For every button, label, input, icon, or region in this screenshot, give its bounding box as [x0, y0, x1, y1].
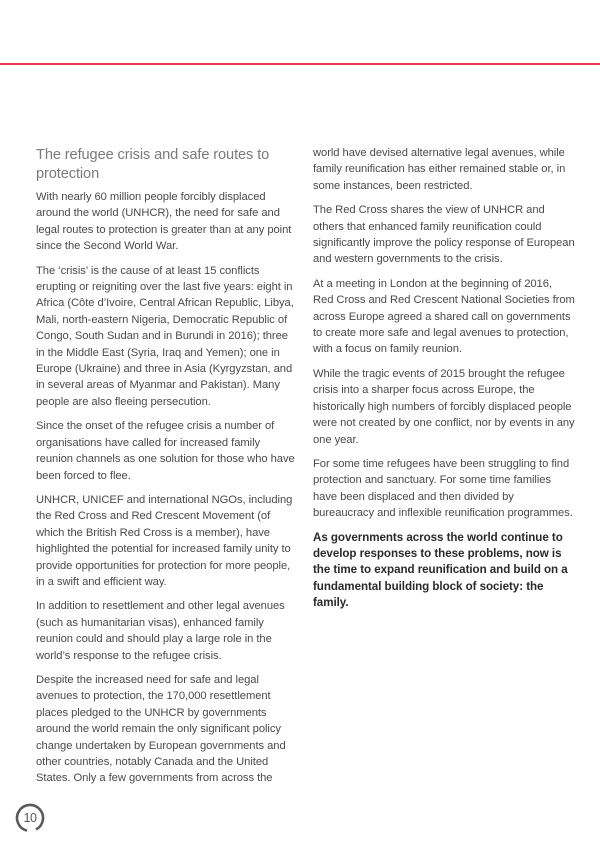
conclusion-statement: As governments across the world continue to develop responses to these problems, now is the time to expand reunification and build on a fundamental building block of society: the family. — [313, 530, 568, 610]
paragraph: At a meeting in London at the beginning of 2016, Red Cross and Red Crescent National Societies from across Europe agreed a shared call on governments to create more safe and legal avenues to protection, with a focus on family reunion. — [313, 277, 575, 356]
paragraph: UNHCR, UNICEF and international NGOs, including the Red Cross and Red Crescent Movement (of which the British Red Cross is a member), have highlighted the potential for increased family unity to provide opportunities for protection for more people, in a swift and efficient way. — [36, 493, 293, 588]
paragraph: The ‘crisis’ is the cause of at least 15 conflicts erupting or reigniting over the last five years: eight in Africa (Côte d’Ivoire, Central African Republic, Libya, Mali, north-eastern Nigeria, Democratic Republic of Congo, South Sudan and in Burundi in 2016); three in the Middle East (Syria, Iraq and Yemen); one in Europe (Ukraine) and three in Asia (Kyrgyzstan, and in several areas of Myanmar and Pakistan). Many people are also fleeing persecution. — [36, 264, 294, 408]
paragraph: world have devised alternative legal avenues, while family reunification has either remained stable or, in some instances, been restricted. — [313, 147, 566, 192]
paragraph: The Red Cross shares the view of UNHCR and others that enhanced family reunification could significantly improve the policy response of European and western governments to the crisis. — [313, 204, 575, 266]
section-heading: The refugee crisis and safe routes to protection — [36, 147, 270, 182]
paragraph: For some time refugees have been struggling to find protection and sanctuary. For some time families have been displaced and then divided by bureaucracy and inflexible reunification programmes. — [313, 457, 573, 520]
header-rule — [0, 63, 600, 65]
paragraph: With nearly 60 million people forcibly displaced around the world (UNHCR), the need for safe and legal routes to protection is greater than at any point since the Second World War. — [36, 191, 292, 253]
paragraph: In addition to resettlement and other legal avenues (such as humanitarian visas), enhanced family reunion could and should play a large role in the world’s response to the refugee crisis. — [36, 600, 285, 662]
right-column — [313, 145, 575, 612]
left-column — [36, 146, 296, 795]
paragraph: Despite the increased need for safe and legal avenues to protection, the 170,000 resettlement places pledged to the UNHCR by governments around the world remain the only significant policy change undertaken by European governments and other countries, notably Canada and the United States. Only a few governments from across the — [36, 673, 286, 785]
paragraph: While the tragic events of 2015 brought the refugee crisis into a sharper focus across Europe, the historically high numbers of forcibly displaced people were not created by one conflict, nor by events in any one year. — [313, 367, 575, 446]
page-number-badge — [15, 803, 45, 833]
paragraph: Since the onset of the refugee crisis a number of organisations have called for increased family reunion channels as one solution for those who have been forced to flee. — [36, 420, 295, 482]
page-number: 10 — [23, 811, 37, 825]
